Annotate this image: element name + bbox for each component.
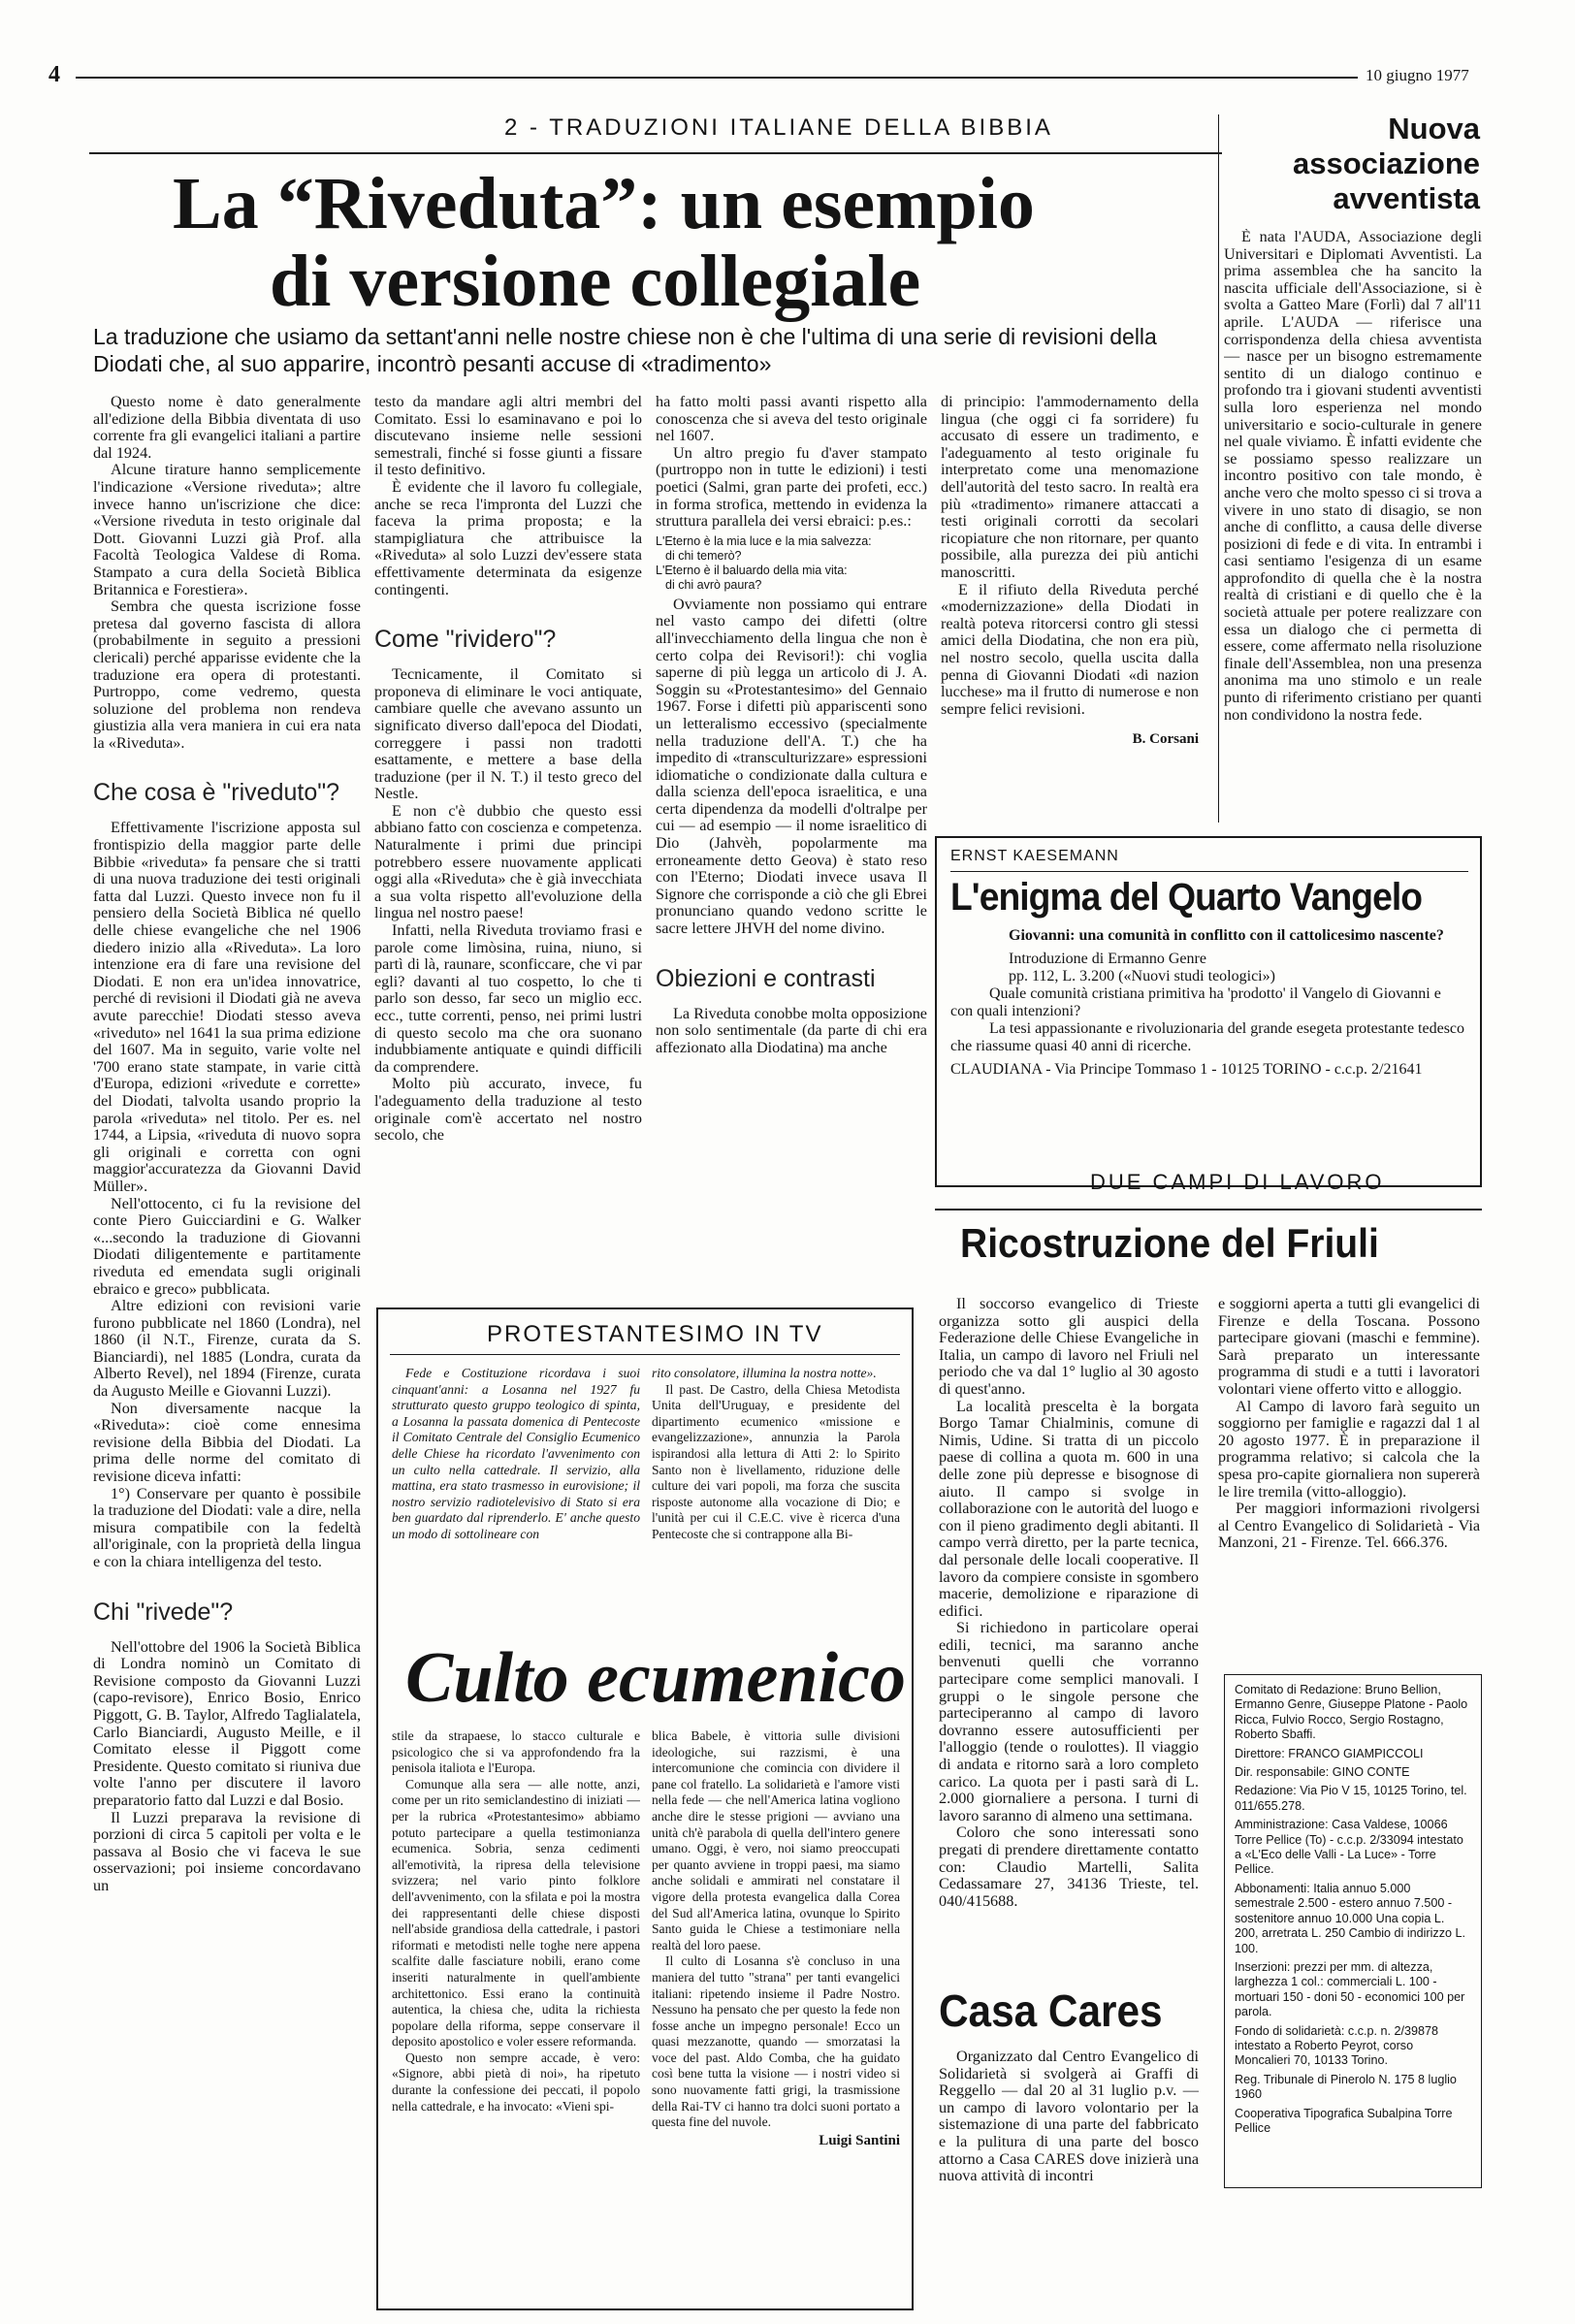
paragraph: Sembra che questa iscrizione fosse pretesa dal governo fascista di allora (probabilmente in seguito a pressioni clericali) perché apparisse evidente che la traduzione era opera di protestanti. Purtroppo, come vedremo, questa soluzione del problema non rendeva giustizia alla vera maniera in cui era nata la «Riveduta». bbox=[93, 597, 361, 752]
sidebar-title-line2: associazione bbox=[1293, 146, 1480, 180]
friuli-kicker: DUE CAMPI DI LAVORO bbox=[1090, 1170, 1385, 1194]
paragraph: Altre edizioni con revisioni varie furono pubblicate nel 1860 (Londra), nel 1860 (il N.T., Firenze, curata da S. Bianciardi), nel 1885 (Londra, curata da Alberto Revel), nel 1894 (Firenze, curata da Augusto Meille e Giovanni Luzzi). bbox=[93, 1297, 361, 1401]
main-column-4 bbox=[941, 394, 1199, 821]
masthead-responsible: Dir. responsabile: GINO CONTE bbox=[1235, 1765, 1410, 1780]
ad-thesis: La tesi appassionante e rivoluzionaria del grande esegeta protestante tedesco che riassume quasi 40 anni di ricerche. bbox=[950, 1020, 1465, 1054]
paragraph: Non diversamente nacque la «Riveduta»: cioè come ennesima revisione della Bibbia del Diodati. La prima delle norme del comitato di revisione diceva infatti: bbox=[93, 1399, 361, 1486]
ad-details: pp. 112, L. 3.200 («Nuovi studi teologici») bbox=[1009, 968, 1275, 984]
paragraph: Ovviamente non possiamo qui entrare nel vasto campo dei difetti (oltre all'invecchiamento della lingua che non è certo colpa dei Revisori!): chi voglia saperne di più legga un articolo di J. A. Soggin su «Protestantesimo» del Gennaio 1967. Forse i difetti più appariscenti sono un letteralismo eccessivo (specialmente nella traduzione dell'A. T.) che ha impedito di «transculturizzare» espressioni idiomatiche o condizionate dalla cultura e dalla scienza dell'epoca israelitica, e una certa dipendenza da modelli d'oltralpe per cui — ad esempio — il nome israelitico di Dio (Jahvèh, popolarmente ma erroneamente detto Geova) è stato reso con l'Eterno; Diodati invece usava Il Signore che corrisponde a ciò che gli Ebrei pronunciano quando vedono scritte le sacre lettere JHVH del nome divino. bbox=[656, 595, 927, 938]
sidebar-body bbox=[1224, 229, 1482, 815]
masthead-box bbox=[1224, 1674, 1482, 2188]
paragraph: Infatti, nella Riveduta troviamo frasi e parole come limòsina, ruina, niuno, si partì di là, raunare, sconficcare, che vi par egli? davanti al tuo cospetto, lo che ti parlo son desso, far seco un miglio ecc. ecc., tutte correnti, penso, nei primi lustri di questo secolo ma che ora suonano indubbiamente antiquate e quindi difficili da comprendere. bbox=[374, 921, 642, 1076]
ad-book-title: L'enigma del Quarto Vangelo bbox=[950, 876, 1423, 919]
paragraph: Comunque alla sera — alle notte, anzi, come per un rito semiclandestino di iniziati — per la rubrica «Protestantesimo» abbiamo potuto partecipare a quella testimonianza ecumenica. Sobria, senza cedimenti all'emotività, la ripresa della televisione svizzera; nel vario pinto folklore dell'avvenimento, con la sfilata e poi la mostra dei rappresentanti delle chiese disposti nell'abside grandiosa della cattedrale, i pastori riformati e metodisti nelle toghe nere appena scalfite dalle fasciature nobili, erano come inseriti naturalmente in quell'ambiente architettonico. Essi erano la continuità autentica, la chiesa che, udita la richiesta popolare della riforma, seppe conservare il deposito apostolico e voler essere reformanda. bbox=[392, 1776, 640, 2050]
series-rule bbox=[89, 152, 1222, 154]
article-title-line2: di versione collegiale bbox=[270, 241, 921, 322]
tv-column-b bbox=[652, 1366, 900, 1620]
paragraph: Si richiedono in particolare operai edili, tecnici, ma saranno anche benvenuti quelli che vorranno partecipare come semplici manovali. I gruppi o le singole persone che parteciperanno al campo di lavoro dovranno essere autosufficienti per l'alloggio (tende o roulottes). Il viaggio di andata e ritorno sarà a loro completo carico. La quota per i pasti sarà di L. 2.000 giornaliere a persona. I turni di lavoro saranno di almeno una settimana. bbox=[939, 1619, 1199, 1824]
masthead-admin: Amministrazione: Casa Valdese, 10066 Torre Pellice (To) - c.c.p. 2/33094 intestato a «L'Eco delle Valli - La Luce» - Torre Pellice. bbox=[1235, 1818, 1463, 1877]
paragraph: Il soccorso evangelico di Trieste organizza sotto gli auspici della Federazione delle Chiese Evangeliche in Italia, un campo di lavoro nel Friuli nel periodo che va dal 1° luglio al 30 agosto di quest'anno. bbox=[939, 1296, 1199, 1398]
friuli-column-a bbox=[939, 1296, 1199, 1973]
subheading: Come "rividero"? bbox=[374, 626, 557, 654]
paragraph: Alcune tirature hanno semplicemente l'indicazione «Versione riveduta»; altre invece hanno un'iscrizione che dice: «Versione riveduta in testo originale dal Dott. Giovanni Luzzi già Prof. alla Facoltà Teologica Valdese di Roma. Stampato a cura della Società Biblica Britannica e Forestiera». bbox=[93, 461, 361, 598]
main-column-1 bbox=[93, 394, 361, 2309]
paragraph: Per maggiori informazioni rivolgersi al Centro Evangelico di Solidarietà - Via Manzoni, 21 - Firenze. Tel. 666.376. bbox=[1218, 1500, 1480, 1552]
paragraph: La Riveduta conobbe molta opposizione non solo sentimentale (da parte di chi era affezionato alla Diodatina) ma anche bbox=[656, 1004, 927, 1056]
friuli-title: Ricostruzione del Friuli bbox=[960, 1220, 1379, 1266]
sidebar-title-line1: Nuova bbox=[1388, 112, 1480, 145]
subheading: Che cosa è "riveduto"? bbox=[93, 779, 340, 807]
paragraph: Nell'ottocento, ci fu la revisione del conte Piero Guicciardini e G. Walker «...secondo la traduzione di Giovanni Diodati diligentemente e partitamente riveduta ed emendata sugli originali ebraico e greco» pubblicata. bbox=[93, 1194, 361, 1298]
ad-book-subtitle: Giovanni: una comunità in conflitto con il cattolicesimo nascente? bbox=[1009, 927, 1444, 944]
masthead-registration: Reg. Tribunale di Pinerolo N. 175 8 luglio 1960 bbox=[1235, 2072, 1457, 2102]
series-label: 2 - TRADUZIONI ITALIANE DELLA BIBBIA bbox=[504, 114, 1053, 141]
tv-title: Culto ecumenico bbox=[405, 1638, 906, 1718]
paragraph: Il Luzzi preparava la revisione di porzioni di circa 5 capitoli per volta e le passava al Bosio che vi faceva le sue osservazioni; poi insieme concordavano un bbox=[93, 1808, 361, 1894]
main-column-2 bbox=[374, 394, 642, 1262]
ad-rule bbox=[950, 871, 1468, 872]
article-signature: B. Corsani bbox=[1132, 731, 1199, 748]
book-advertisement bbox=[935, 836, 1482, 1187]
subheading: Chi "rivede"? bbox=[93, 1598, 234, 1626]
masthead-subscriptions: Abbonamenti: Italia annuo 5.000 semestrale 2.500 - estero annuo 7.500 - sostenitore annuo 10.000 Una copia L. 200, arretrata L. 250 Cambio di indirizzo L. 100. bbox=[1235, 1881, 1466, 1955]
paragraph: Questo non sempre accade, è vero: «Signore, abbi pietà di noi», ha ripetuto durante la confessione dei peccati, il popolo nella cattedrale, e ha invocato: «Vieni spi- bbox=[392, 2050, 640, 2114]
ad-publisher: CLAUDIANA - Via Principe Tommaso 1 - 10125 TORINO - c.c.p. 2/21641 bbox=[950, 1061, 1423, 1078]
paragraph: E il rifiuto della Riveduta perché «modernizzazione» della Diodati in realtà poteva ritorcersi contro gli stessi amici della Diodatina, che non era più, nel nostro secolo, quella uscita dalla penna di Giovanni Diodati «di nazion lucchese» ma il frutto di numerose e non sempre felici revisioni. bbox=[941, 580, 1199, 718]
paragraph: Tecnicamente, il Comitato si proponeva di eliminare le voci antiquate, cambiare quelle che avevano assunto un significato diverso dall'epoca del Diodati, correggere i passi non tradotti esattamente, e mettere a base della traduzione (per il N. T.) il testo greco del Nestle. bbox=[374, 665, 642, 803]
tv-header: PROTESTANTESIMO IN TV bbox=[487, 1321, 823, 1347]
paragraph: Il culto di Losanna s'è concluso in una maniera del tutto "strana" per tanti evangelici italiani: ripetendo insieme il Padre Nostro. Nessuno ha pensato che per questo la fede non fosse anche un impegno personale! Ecco un quasi mezzanotte, quando — smorzatasi la voce del past. Aldo Comba, che ha guidato così bene tutta la visione — i nostri video si sono nuovamente fatti grigi, la trasmissione della Rai-TV ci hanno tra dolci suoni portato a questa fine del nuvole. bbox=[652, 1953, 900, 2130]
paragraph: E non c'è dubbio che questo essi abbiano fatto con coscienza e competenza. Naturalmente i primi due principi potrebbero essere nuovamente applicati oggi alla «Riveduta» che è già invecchiata a sua volta rispetto all'evoluzione della lingua nel nostro paese! bbox=[374, 801, 642, 922]
subheading: Obiezioni e contrasti bbox=[656, 964, 876, 992]
paragraph: testo da mandare agli altri membri del Comitato. Essi lo esaminavano e poi lo discutevano insieme nelle sessioni semestrali, finché si fosse giunti a fissare il testo definitivo. bbox=[374, 394, 642, 479]
paragraph: È nata l'AUDA, Associazione degli Universitari e Diplomati Avventisti. La prima assemblea che ha sancito la nascita ufficiale dell'Associazione, si è svolta a Gatteo Mare (Forlì) dal 7 all'11 aprile. L'AUDA — riferisce una corrispondenza della chiesa avventista — nasce per un bisogno estremamente sentito di un dialogo continuo e profondo tra i giovani studenti avventisti sulla loro esperienza nel mondo universitario e socio-culturale in genere nel quale viviamo. È infatti evidente che se possiamo spesso realizzare un incontro positivo con tale mondo, è anche vero che molto spesso ci si trova a vivere in uno stato di disagio, se non anche di conflitto, a causa delle diverse posizioni di fede e di vita. In entrambi i casi sentiamo l'esigenza di un esame approfondito di quella che è la nostra realtà di cristiani e di quello che è la società attuale per potere realizzare con essa un dialogo che ci permetta di essere, come affermato nella risoluzione finale dell'Assemblea, non una presenza anonima ma uno stimolo e un reale punto di riferimento cristiano per quanti non condividono la nostra fede. bbox=[1224, 229, 1482, 724]
friuli-rule bbox=[935, 1209, 1482, 1210]
paragraph: Un altro pregio fu d'aver stampato (purtroppo non in tutte le edizioni) i testi poetici (Salmi, gran parte dei profeti, ecc.) in forma strofica, mettendo in evidenza la struttura parallela dei versi ebraici: p.es.: bbox=[656, 443, 927, 531]
paragraph: Coloro che sono interessati sono pregati di prendere direttamente contatto con: Claudio Martelli, Salita Cedassamare 27, 34136 Trieste, tel. 040/415688. bbox=[939, 1824, 1199, 1910]
paragraph: Il past. De Castro, della Chiesa Metodista Unita dell'Uruguay, e presidente del dipartimento ecumenico «missione e evangelizzazione», annunzia la Parola ispirandosi alla lettura di Atti 2: lo Spirito Santo non è livellamento, riduzione delle culture dei vari popoli, ma forza che suscita risposte autonome alla vocazione di Dio; e l'unità per cui il C.E.C. vive è ricerca d'una Pentecoste che si contrappone alla Bi- bbox=[652, 1381, 900, 1541]
paragraph: Questo nome è dato generalmente all'edizione della Bibbia diventata di uso corrente fra gli evangelici italiani a partire dal 1924. bbox=[93, 394, 361, 462]
main-column-3 bbox=[656, 394, 927, 1262]
ad-author: ERNST KAESEMANN bbox=[950, 848, 1119, 864]
friuli-column-b bbox=[1218, 1296, 1480, 1657]
ad-question: Quale comunità cristiana primitiva ha 'prodotto' il Vangelo di Giovanni e con quali intenzioni? bbox=[950, 985, 1441, 1019]
paragraph: rito consolatore, illumina la nostra notte». bbox=[652, 1366, 877, 1380]
paragraph: stile da strapaese, lo stacco culturale e psicologico che si va approfondendo fra la penisola italiota e l'Europa. bbox=[392, 1728, 640, 1776]
paragraph: di principio: l'ammodernamento della lingua (che oggi ci fa sorridere) fu accusato di essere un tradimento, e l'adeguamento al testo originale fu interpretato come una menomazione dell'autorità del testo sacro. In realtà era più «tradimento» rimanere attaccati a testi originali corrotti da secolari ricopiature che non ritornare, per quanto possibile, alla purezza dei più antichi manoscritti. bbox=[941, 394, 1199, 581]
masthead-ads: Inserzioni: prezzi per mm. di altezza, larghezza 1 col.: commerciali L. 100 - mortuari 150 - doni 50 - economici 100 per parola. bbox=[1235, 1959, 1465, 2019]
paragraph: blica Babele, è vittoria sulle divisioni ideologiche, sui razzismi, è una intercomunione che comincia con dividere il pane col fratello. La solidarietà e l'amore visti nella fede — che nell'America latina vogliono anche dire le stesse prigioni — avviano una unità ch'è parabola di quella dell'intero genere umano. Oggi, è vero, noi siamo preoccupati per quanto avviene in troppi paesi, ma siamo anche solidali e ammirati nel constatare il vigore della protesta evangelica dalla Corea del Sud all'America latina, ovunque lo Spirito Santo guida le Chiese a testimoniare nella realtà del loro paese. bbox=[652, 1728, 900, 1953]
masthead-fund: Fondo di solidarietà: c.c.p. n. 2/39878 intestato a Roberto Peyrot, corso Moncalieri 70, 10133 Torino. bbox=[1235, 2023, 1439, 2068]
paragraph: La località prescelta è la borgata Borgo Tamar Chialminis, comune di Nimis, Udine. Si tratta di un piccolo paese di collina a quota m. 600 in una delle zone più depresse e bisognose di aiuto. Il campo si svolge in collaborazione con le autorità del luogo e con il pieno gradimento degli abitanti. Il campo verrà diretto, per la parte tecnica, dal personale delle locali cooperative. Il lavoro da compiere consiste in sgombero macerie, demolizione e riparazione di edifici. bbox=[939, 1397, 1199, 1620]
tv-header-rule bbox=[390, 1354, 900, 1355]
article-subtitle: La traduzione che usiamo da settant'anni nelle nostre chiese non è che l'ultima di una serie di revisioni della Diodati che, al suo apparire, incontrò pesanti accuse di «tradimento» bbox=[93, 324, 1157, 376]
tv-signature: Luigi Santini bbox=[819, 2132, 900, 2148]
paragraph: e soggiorni aperta a tutti gli evangelici di Firenze e della Toscana. Possono partecipare giovani (maschi e femmine). Sarà preparato un interessante programma di studi e a tutti i lavoratori volontari viene offerto vitto e alloggio. bbox=[1218, 1296, 1480, 1398]
psalm-verse: L'Eterno è la mia luce e la mia salvezza: di chi temerò? L'Eterno è il baluardo della mia vita: di chi avrò paura? bbox=[656, 533, 872, 592]
paragraph: Effettivamente l'iscrizione apposta sul frontispizio della maggior parte delle Bibbie «riveduta» fa pensare che si tratti di una nuova traduzione dei testi originali fatta dal Luzzi. Questo invece non fu il pensiero della Società Biblica né quello delle chiese evangeliche che nel 1906 diedero inizio alla «Riveduta». La loro intenzione era di fare una revisione del Diodati. E non era un'idea innovatrice, perché di revisioni il Diodati già ne aveva avute parecchie! Diodati stesso aveva «riveduto» nel 1641 la sua prima edizione del 1607. Ma in seguito, varie volte nel '700 erano state stampate, in varie città d'Europa, edizioni «rivedute e corrette» del Diodati, talvolta usando proprio la parola «riveduta» nel titolo. Per es. nel 1744, a Lipsia, «riveduta di nuovo sopra gli originali e corretta con ogni maggior'accuratezza da Giovanni David Müller». bbox=[93, 819, 361, 1195]
tv-column-c bbox=[392, 1728, 640, 2301]
paragraph: Al Campo di lavoro farà seguito un soggiorno per famiglie e ragazzi dal 1 al 20 agosto 1977. È in preparazione il programma relativo; si calcola che la spesa pro-capite giornaliera non supererà le lire tremila (vitto-alloggio). bbox=[1218, 1397, 1480, 1501]
tv-column-a bbox=[392, 1366, 640, 1620]
sidebar-title-line3: avventista bbox=[1333, 181, 1480, 215]
header-rule bbox=[76, 77, 1358, 79]
sidebar-divider bbox=[1218, 114, 1219, 823]
paragraph: 1°) Conservare per quanto è possibile la traduzione del Diodati: vale a dire, nella misura compatibile con la fedeltà all'originale, con la proprietà della lingua e con la chiara intelligenza del testo. bbox=[93, 1484, 361, 1570]
page-date: 10 giugno 1977 bbox=[1366, 66, 1469, 84]
paragraph: Molto più accurato, invece, fu l'adeguamento della traduzione al testo originale com'è accertato nel nostro secolo, che bbox=[374, 1075, 642, 1145]
paragraph: Organizzato dal Centro Evangelico di Solidarietà si svolgerà ai Graffi di Reggello — dal 20 al 31 luglio p.v. — un campo di lavoro volontario per la sistemazione di una parte del fabbricato e la pulitura di una parte del bosco attorno a Casa CARES dove inizierà una nuova attività di incontri bbox=[939, 2049, 1199, 2185]
tv-box bbox=[376, 1307, 914, 2310]
ad-intro: Introduzione di Ermanno Genre bbox=[1009, 951, 1206, 967]
paragraph: È evidente che il lavoro fu collegiale, anche se reca l'impronta del Luzzi che faceva la prima proposta; e la stampigliatura che attribuisce la «Riveduta» al solo Luzzi dev'essere stata effettivamente determinata da esigenze contingenti. bbox=[374, 477, 642, 598]
masthead-committee: Comitato di Redazione: Bruno Bellion, Ermanno Genre, Giuseppe Platone - Paolo Ricca, Fulvio Rocco, Sergio Rostagno, Roberto Sbaffi. bbox=[1235, 1683, 1468, 1742]
article-title-line1: La “Riveduta”: un esempio bbox=[173, 163, 1035, 244]
paragraph: ha fatto molti passi avanti rispetto alla conoscenza che si aveva del testo originale nel 1607. bbox=[656, 394, 927, 445]
tv-column-d bbox=[652, 1728, 900, 2301]
masthead-printer: Cooperativa Tipografica Subalpina Torre Pellice bbox=[1235, 2106, 1453, 2135]
masthead-director: Direttore: FRANCO GIAMPICCOLI bbox=[1235, 1746, 1424, 1760]
page-number: 4 bbox=[48, 62, 60, 87]
cares-body bbox=[939, 2049, 1199, 2310]
cares-title: Casa Cares bbox=[939, 1985, 1163, 2036]
masthead-editorial: Redazione: Via Pio V 15, 10125 Torino, tel. 011/655.278. bbox=[1235, 1784, 1467, 1813]
paragraph: Nell'ottobre del 1906 la Società Biblica di Londra nominò un Comitato di Revisione composto da Giovanni Luzzi (capo-revisore), Enrico Bosio, Enrico Piggott, G. B. Taylor, Alfredo Taglialatela, Carlo Bianciardi, Augusto Meille, e il Comitato elesse il Piggott come Presidente. Questo comitato si riuniva due volte l'anno per discutere il lavoro preparatorio fatto dal Luzzi e dal Bosio. bbox=[93, 1637, 361, 1809]
paragraph: Fede e Costituzione ricordava i suoi cinquant'anni: a Losanna nel 1927 fu strutturato questo gruppo teologico di spinta, a Losanna la passata domenica di Pentecoste il Comitato Centrale del Consiglio Ecumenico delle Chiese ha ricordato l'avvenimento con un culto nella cattedrale. Il servizio, alla mattina, era stato trasmesso in eurovisione; il nostro servizio radiotelevisivo di Stato si era ben guardato dal riprenderlo. E' anche questo un modo di sottolineare con bbox=[392, 1366, 640, 1541]
